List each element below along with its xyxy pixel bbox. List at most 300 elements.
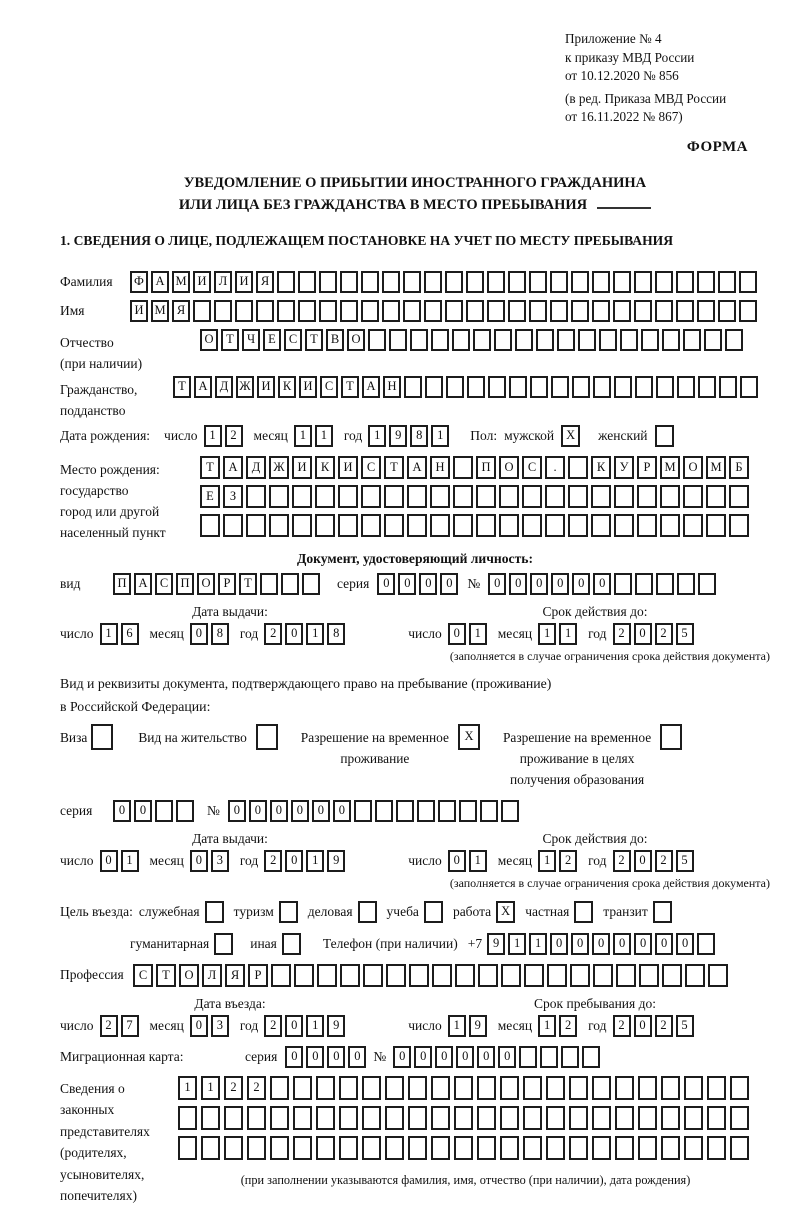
char-cell[interactable]: 0 [655, 933, 673, 955]
char-cell[interactable] [661, 1106, 680, 1130]
char-cell[interactable] [452, 329, 470, 351]
char-cell[interactable] [677, 376, 695, 398]
char-cell[interactable] [488, 376, 506, 398]
char-cell[interactable]: Ж [269, 456, 289, 479]
birth-month-boxes[interactable] [294, 425, 336, 447]
char-cell[interactable]: 9 [327, 1015, 345, 1037]
char-cell[interactable]: 0 [249, 800, 267, 822]
char-cell[interactable] [410, 329, 428, 351]
char-cell[interactable] [740, 376, 758, 398]
char-cell[interactable] [340, 964, 360, 987]
char-cell[interactable] [697, 933, 715, 955]
char-cell[interactable]: 0 [456, 1046, 474, 1068]
char-cell[interactable]: М [660, 456, 680, 479]
char-cell[interactable]: 0 [509, 573, 527, 595]
char-cell[interactable]: 2 [655, 850, 673, 872]
char-cell[interactable] [430, 514, 450, 537]
char-cell[interactable] [684, 1106, 703, 1130]
char-cell[interactable]: 1 [306, 623, 324, 645]
char-cell[interactable] [550, 271, 568, 293]
char-cell[interactable]: 2 [613, 623, 631, 645]
char-cell[interactable] [729, 514, 749, 537]
char-cell[interactable]: К [278, 376, 296, 398]
char-cell[interactable] [662, 329, 680, 351]
doc-series-boxes[interactable] [377, 573, 461, 595]
char-cell[interactable] [454, 1076, 473, 1100]
char-cell[interactable]: 1 [121, 850, 139, 872]
char-cell[interactable]: Л [202, 964, 222, 987]
char-cell[interactable] [407, 485, 427, 508]
char-cell[interactable] [698, 573, 716, 595]
char-cell[interactable] [655, 271, 673, 293]
char-cell[interactable]: 5 [676, 1015, 694, 1037]
char-cell[interactable]: А [194, 376, 212, 398]
char-cell[interactable] [638, 1106, 657, 1130]
char-cell[interactable] [339, 1106, 358, 1130]
char-cell[interactable]: А [223, 456, 243, 479]
char-cell[interactable]: Ф [130, 271, 148, 293]
char-cell[interactable]: М [172, 271, 190, 293]
char-cell[interactable] [545, 514, 565, 537]
char-cell[interactable] [683, 485, 703, 508]
char-cell[interactable] [477, 1076, 496, 1100]
char-cell[interactable]: С [284, 329, 302, 351]
char-cell[interactable]: 0 [348, 1046, 366, 1068]
char-cell[interactable] [499, 514, 519, 537]
sex-female-checkbox[interactable] [655, 425, 677, 447]
char-cell[interactable]: С [155, 573, 173, 595]
char-cell[interactable] [698, 376, 716, 398]
char-cell[interactable] [615, 1106, 634, 1130]
purpose-tourism-checkbox[interactable] [279, 901, 301, 923]
char-cell[interactable]: 0 [285, 850, 303, 872]
char-cell[interactable] [256, 300, 274, 322]
char-cell[interactable] [384, 485, 404, 508]
char-cell[interactable] [361, 300, 379, 322]
char-cell[interactable] [338, 514, 358, 537]
char-cell[interactable]: 9 [389, 425, 407, 447]
char-cell[interactable]: Ч [242, 329, 260, 351]
char-cell[interactable] [302, 573, 320, 595]
char-cell[interactable] [271, 964, 291, 987]
stay-month-boxes[interactable] [538, 1015, 580, 1037]
char-cell[interactable] [467, 376, 485, 398]
phone-boxes[interactable] [487, 933, 718, 955]
char-cell[interactable]: П [176, 573, 194, 595]
char-cell[interactable] [697, 271, 715, 293]
char-cell[interactable]: 1 [469, 623, 487, 645]
char-cell[interactable] [293, 1136, 312, 1160]
char-cell[interactable]: 2 [613, 850, 631, 872]
birth-place-row2-boxes[interactable] [200, 485, 752, 508]
char-cell[interactable] [91, 724, 113, 750]
char-cell[interactable] [494, 329, 512, 351]
char-cell[interactable] [487, 271, 505, 293]
char-cell[interactable]: 0 [571, 933, 589, 955]
char-cell[interactable]: Л [214, 271, 232, 293]
char-cell[interactable]: Т [384, 456, 404, 479]
char-cell[interactable] [438, 800, 456, 822]
char-cell[interactable] [246, 514, 266, 537]
char-cell[interactable]: Я [172, 300, 190, 322]
char-cell[interactable]: 3 [211, 850, 229, 872]
char-cell[interactable] [431, 1076, 450, 1100]
purpose-transit-checkbox[interactable] [653, 901, 675, 923]
char-cell[interactable] [358, 901, 377, 923]
char-cell[interactable] [593, 964, 613, 987]
char-cell[interactable]: 1 [448, 1015, 466, 1037]
char-cell[interactable] [729, 485, 749, 508]
residence-number-boxes[interactable] [228, 800, 522, 822]
char-cell[interactable]: Т [200, 456, 220, 479]
purpose-humanitarian-checkbox[interactable] [214, 933, 236, 955]
char-cell[interactable] [530, 376, 548, 398]
char-cell[interactable]: Я [256, 271, 274, 293]
char-cell[interactable] [256, 724, 278, 750]
char-cell[interactable] [459, 800, 477, 822]
char-cell[interactable] [572, 376, 590, 398]
char-cell[interactable] [614, 514, 634, 537]
char-cell[interactable] [546, 1106, 565, 1130]
char-cell[interactable] [592, 271, 610, 293]
char-cell[interactable] [223, 514, 243, 537]
char-cell[interactable]: К [315, 456, 335, 479]
char-cell[interactable]: 8 [410, 425, 428, 447]
char-cell[interactable] [214, 933, 233, 955]
char-cell[interactable] [292, 485, 312, 508]
char-cell[interactable]: 0 [634, 850, 652, 872]
char-cell[interactable] [445, 271, 463, 293]
char-cell[interactable] [568, 456, 588, 479]
char-cell[interactable] [661, 1136, 680, 1160]
char-cell[interactable]: А [134, 573, 152, 595]
char-cell[interactable] [270, 1106, 289, 1130]
char-cell[interactable] [319, 300, 337, 322]
char-cell[interactable] [424, 271, 442, 293]
doc-issue-month-boxes[interactable] [190, 623, 232, 645]
char-cell[interactable]: 0 [419, 573, 437, 595]
char-cell[interactable]: 2 [559, 1015, 577, 1037]
char-cell[interactable] [570, 964, 590, 987]
char-cell[interactable]: Т [239, 573, 257, 595]
representatives-row1-boxes[interactable] [178, 1076, 753, 1100]
char-cell[interactable] [339, 1076, 358, 1100]
char-cell[interactable] [571, 300, 589, 322]
char-cell[interactable] [540, 1046, 558, 1068]
char-cell[interactable]: Т [305, 329, 323, 351]
char-cell[interactable] [362, 1136, 381, 1160]
char-cell[interactable]: Е [263, 329, 281, 351]
char-cell[interactable] [453, 514, 473, 537]
citizenship-boxes[interactable] [173, 376, 761, 398]
char-cell[interactable]: О [197, 573, 215, 595]
char-cell[interactable]: 0 [634, 623, 652, 645]
char-cell[interactable]: 0 [435, 1046, 453, 1068]
char-cell[interactable] [641, 329, 659, 351]
char-cell[interactable]: 0 [398, 573, 416, 595]
char-cell[interactable]: 0 [676, 933, 694, 955]
char-cell[interactable] [317, 964, 337, 987]
char-cell[interactable] [718, 271, 736, 293]
char-cell[interactable]: 0 [551, 573, 569, 595]
char-cell[interactable] [178, 1136, 197, 1160]
char-cell[interactable]: 0 [134, 800, 152, 822]
char-cell[interactable] [529, 271, 547, 293]
char-cell[interactable] [339, 1136, 358, 1160]
birth-place-row3-boxes[interactable] [200, 514, 752, 537]
char-cell[interactable] [282, 933, 301, 955]
char-cell[interactable]: 1 [508, 933, 526, 955]
char-cell[interactable] [178, 1106, 197, 1130]
char-cell[interactable] [660, 485, 680, 508]
char-cell[interactable]: Н [383, 376, 401, 398]
char-cell[interactable] [639, 964, 659, 987]
char-cell[interactable]: 0 [113, 800, 131, 822]
char-cell[interactable]: О [499, 456, 519, 479]
char-cell[interactable] [707, 1136, 726, 1160]
char-cell[interactable]: С [361, 456, 381, 479]
char-cell[interactable] [568, 485, 588, 508]
char-cell[interactable]: 0 [285, 1015, 303, 1037]
char-cell[interactable] [277, 300, 295, 322]
temp-residence-checkbox[interactable] [458, 724, 483, 750]
char-cell[interactable] [224, 1106, 243, 1130]
char-cell[interactable] [637, 485, 657, 508]
char-cell[interactable]: Б [729, 456, 749, 479]
char-cell[interactable]: 0 [312, 800, 330, 822]
char-cell[interactable]: 0 [228, 800, 246, 822]
char-cell[interactable] [568, 514, 588, 537]
char-cell[interactable] [718, 300, 736, 322]
char-cell[interactable] [634, 300, 652, 322]
char-cell[interactable] [246, 485, 266, 508]
char-cell[interactable]: Р [218, 573, 236, 595]
char-cell[interactable]: М [706, 456, 726, 479]
char-cell[interactable]: В [326, 329, 344, 351]
char-cell[interactable]: 1 [306, 850, 324, 872]
char-cell[interactable]: Р [248, 964, 268, 987]
char-cell[interactable] [408, 1136, 427, 1160]
char-cell[interactable] [454, 1106, 473, 1130]
char-cell[interactable] [522, 514, 542, 537]
visa-checkbox[interactable] [91, 724, 116, 750]
char-cell[interactable] [478, 964, 498, 987]
char-cell[interactable]: 0 [448, 623, 466, 645]
purpose-work-checkbox[interactable] [496, 901, 518, 923]
residence-permit-checkbox[interactable] [256, 724, 281, 750]
char-cell[interactable] [676, 271, 694, 293]
char-cell[interactable] [354, 800, 372, 822]
char-cell[interactable] [361, 514, 381, 537]
char-cell[interactable] [269, 485, 289, 508]
char-cell[interactable] [454, 1136, 473, 1160]
char-cell[interactable]: 2 [264, 1015, 282, 1037]
char-cell[interactable] [684, 1136, 703, 1160]
char-cell[interactable] [363, 964, 383, 987]
char-cell[interactable]: 0 [592, 933, 610, 955]
char-cell[interactable]: Д [246, 456, 266, 479]
char-cell[interactable]: 2 [247, 1076, 266, 1100]
char-cell[interactable] [578, 329, 596, 351]
char-cell[interactable] [660, 724, 682, 750]
char-cell[interactable]: А [151, 271, 169, 293]
char-cell[interactable] [616, 964, 636, 987]
char-cell[interactable] [476, 514, 496, 537]
char-cell[interactable] [615, 1136, 634, 1160]
char-cell[interactable]: Ж [236, 376, 254, 398]
purpose-study-checkbox[interactable] [424, 901, 446, 923]
residence-issue-year-boxes[interactable] [264, 850, 348, 872]
char-cell[interactable]: 9 [487, 933, 505, 955]
char-cell[interactable] [684, 1076, 703, 1100]
stay-year-boxes[interactable] [613, 1015, 697, 1037]
char-cell[interactable] [298, 300, 316, 322]
doc-issue-year-boxes[interactable] [264, 623, 348, 645]
char-cell[interactable] [653, 901, 672, 923]
birth-day-boxes[interactable] [204, 425, 246, 447]
char-cell[interactable] [404, 376, 422, 398]
char-cell[interactable] [546, 1136, 565, 1160]
char-cell[interactable]: 2 [264, 623, 282, 645]
char-cell[interactable] [683, 329, 701, 351]
char-cell[interactable] [453, 456, 473, 479]
residence-series-boxes[interactable] [113, 800, 197, 822]
sex-male-checkbox[interactable] [561, 425, 583, 447]
char-cell[interactable] [545, 485, 565, 508]
char-cell[interactable] [500, 1076, 519, 1100]
char-cell[interactable] [706, 514, 726, 537]
char-cell[interactable] [247, 1106, 266, 1130]
char-cell[interactable] [362, 1106, 381, 1130]
char-cell[interactable] [529, 300, 547, 322]
char-cell[interactable] [591, 485, 611, 508]
char-cell[interactable]: 0 [634, 1015, 652, 1037]
char-cell[interactable]: С [320, 376, 338, 398]
char-cell[interactable] [277, 271, 295, 293]
char-cell[interactable] [523, 1136, 542, 1160]
char-cell[interactable]: Т [341, 376, 359, 398]
char-cell[interactable]: И [193, 271, 211, 293]
char-cell[interactable]: З [223, 485, 243, 508]
char-cell[interactable]: Н [430, 456, 450, 479]
char-cell[interactable]: Т [221, 329, 239, 351]
purpose-official-checkbox[interactable] [205, 901, 227, 923]
char-cell[interactable] [620, 329, 638, 351]
char-cell[interactable]: 0 [100, 850, 118, 872]
char-cell[interactable]: Я [225, 964, 245, 987]
char-cell[interactable] [200, 514, 220, 537]
char-cell[interactable]: X [458, 724, 480, 750]
char-cell[interactable] [707, 1106, 726, 1130]
doc-valid-year-boxes[interactable] [613, 623, 697, 645]
char-cell[interactable] [614, 485, 634, 508]
char-cell[interactable] [522, 485, 542, 508]
char-cell[interactable]: 7 [121, 1015, 139, 1037]
char-cell[interactable] [155, 800, 173, 822]
char-cell[interactable]: 1 [538, 1015, 556, 1037]
char-cell[interactable] [592, 1076, 611, 1100]
char-cell[interactable] [635, 573, 653, 595]
char-cell[interactable]: 6 [121, 623, 139, 645]
purpose-other-checkbox[interactable] [282, 933, 304, 955]
char-cell[interactable]: 0 [593, 573, 611, 595]
char-cell[interactable]: 9 [469, 1015, 487, 1037]
char-cell[interactable]: 0 [530, 573, 548, 595]
char-cell[interactable] [569, 1106, 588, 1130]
birth-place-row1-boxes[interactable] [200, 456, 752, 479]
char-cell[interactable] [293, 1106, 312, 1130]
char-cell[interactable] [557, 329, 575, 351]
char-cell[interactable] [523, 1076, 542, 1100]
purpose-private-checkbox[interactable] [574, 901, 596, 923]
char-cell[interactable] [614, 376, 632, 398]
char-cell[interactable]: У [614, 456, 634, 479]
char-cell[interactable]: 0 [498, 1046, 516, 1068]
char-cell[interactable]: Т [173, 376, 191, 398]
char-cell[interactable] [445, 300, 463, 322]
char-cell[interactable] [403, 271, 421, 293]
char-cell[interactable]: 5 [676, 623, 694, 645]
char-cell[interactable] [656, 376, 674, 398]
char-cell[interactable]: 8 [211, 623, 229, 645]
char-cell[interactable]: 2 [613, 1015, 631, 1037]
char-cell[interactable] [613, 271, 631, 293]
char-cell[interactable]: С [522, 456, 542, 479]
char-cell[interactable] [662, 964, 682, 987]
birth-year-boxes[interactable] [368, 425, 452, 447]
char-cell[interactable] [524, 964, 544, 987]
char-cell[interactable] [193, 300, 211, 322]
char-cell[interactable] [635, 376, 653, 398]
char-cell[interactable]: И [235, 271, 253, 293]
char-cell[interactable] [592, 300, 610, 322]
char-cell[interactable] [389, 329, 407, 351]
char-cell[interactable]: П [476, 456, 496, 479]
char-cell[interactable]: И [338, 456, 358, 479]
char-cell[interactable]: 0 [572, 573, 590, 595]
char-cell[interactable] [270, 1076, 289, 1100]
char-cell[interactable]: О [347, 329, 365, 351]
char-cell[interactable]: 0 [270, 800, 288, 822]
char-cell[interactable] [368, 329, 386, 351]
char-cell[interactable]: А [362, 376, 380, 398]
char-cell[interactable] [656, 573, 674, 595]
char-cell[interactable]: 0 [414, 1046, 432, 1068]
char-cell[interactable] [730, 1136, 749, 1160]
char-cell[interactable]: И [257, 376, 275, 398]
char-cell[interactable] [574, 901, 593, 923]
char-cell[interactable]: 0 [377, 573, 395, 595]
doc-issue-day-boxes[interactable] [100, 623, 142, 645]
char-cell[interactable] [205, 901, 224, 923]
char-cell[interactable]: 0 [440, 573, 458, 595]
char-cell[interactable]: М [151, 300, 169, 322]
char-cell[interactable] [719, 376, 737, 398]
char-cell[interactable] [571, 271, 589, 293]
char-cell[interactable]: 2 [100, 1015, 118, 1037]
char-cell[interactable] [615, 1076, 634, 1100]
char-cell[interactable] [446, 376, 464, 398]
char-cell[interactable] [477, 1136, 496, 1160]
residence-valid-day-boxes[interactable] [448, 850, 490, 872]
char-cell[interactable]: 1 [368, 425, 386, 447]
char-cell[interactable]: 2 [225, 425, 243, 447]
profession-boxes[interactable] [133, 964, 731, 987]
char-cell[interactable] [569, 1076, 588, 1100]
char-cell[interactable] [593, 376, 611, 398]
char-cell[interactable] [292, 514, 312, 537]
char-cell[interactable] [547, 964, 567, 987]
